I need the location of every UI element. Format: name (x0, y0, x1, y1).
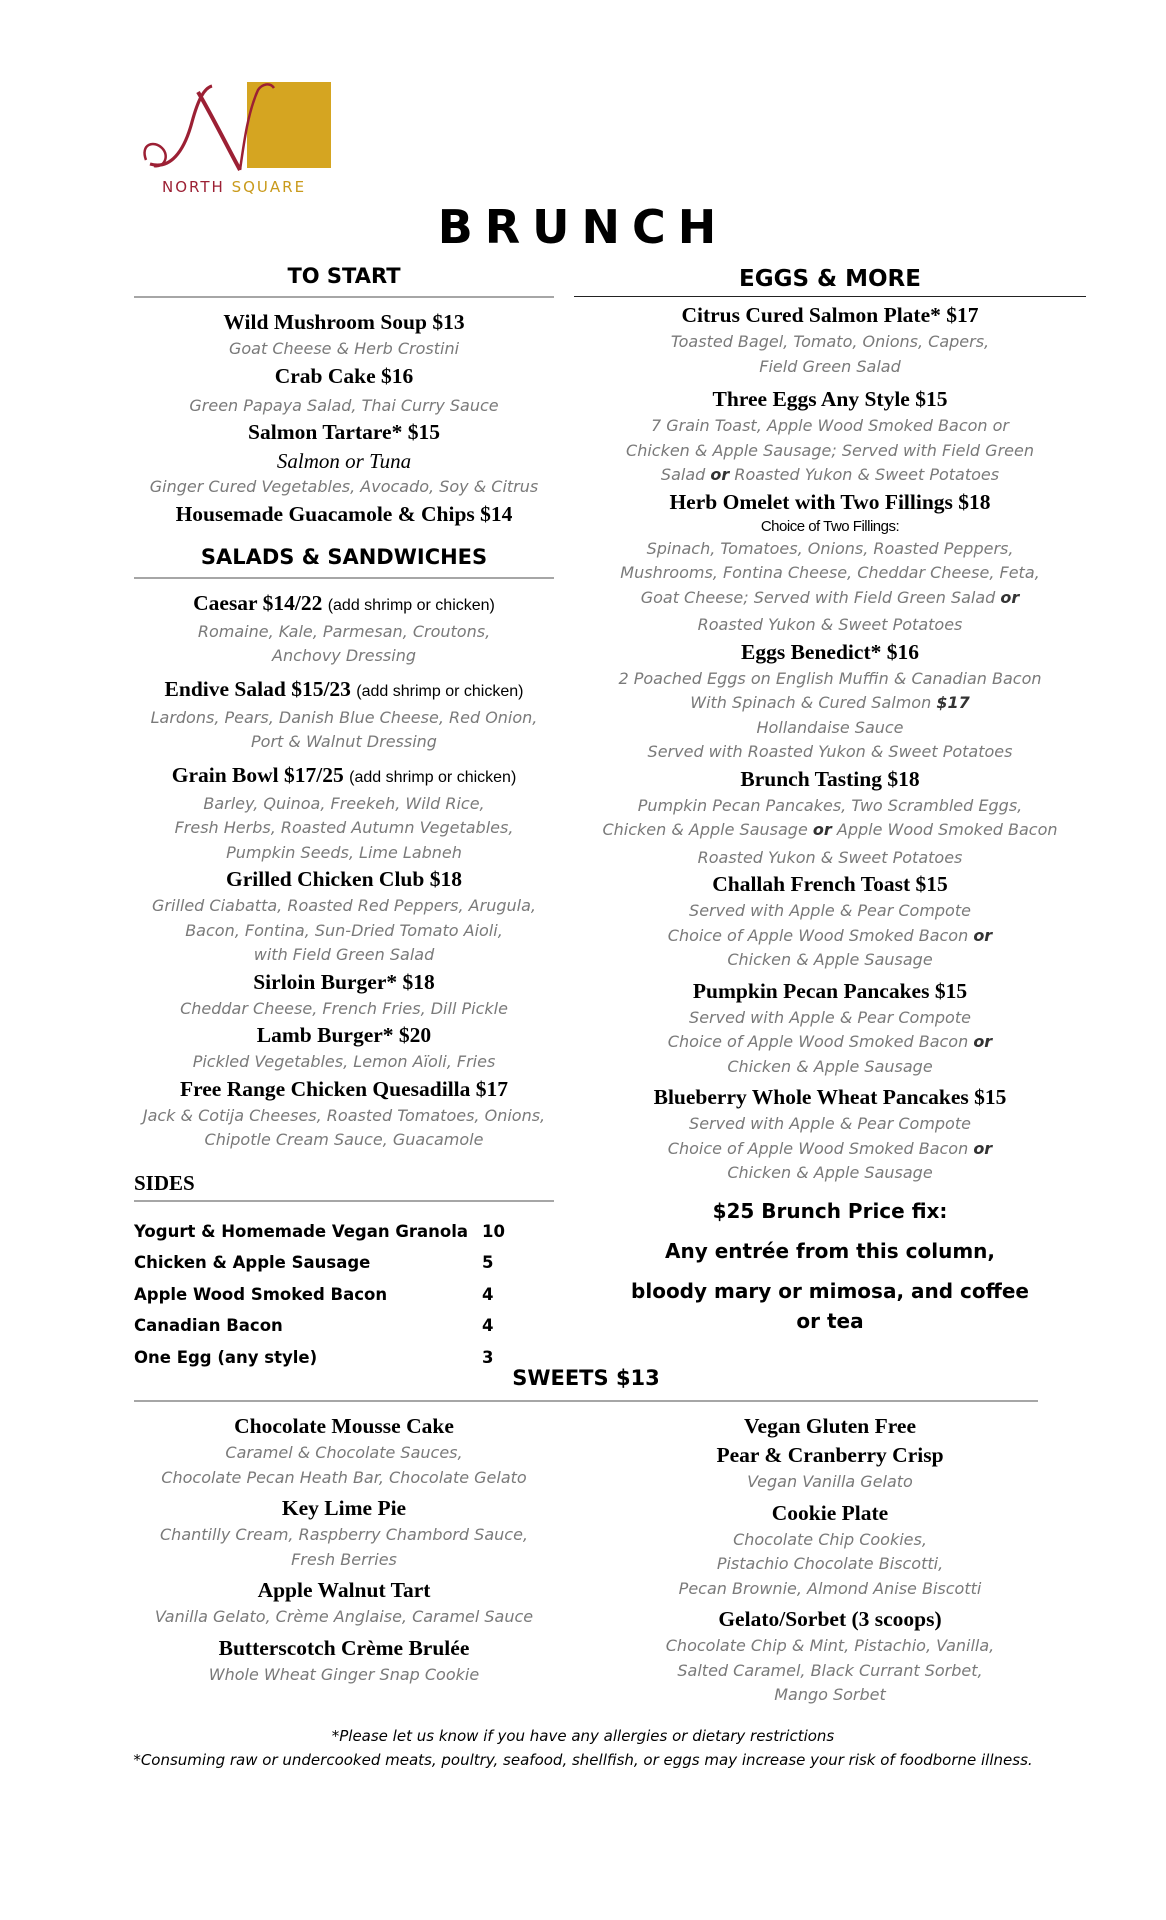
item-desc-line: Choice of Apple Wood Smoked Bacon or (667, 1138, 993, 1158)
item-desc-line: Hollandaise Sauce (756, 717, 904, 737)
item-desc-line: Fresh Herbs, Roasted Autumn Vegetables, (174, 818, 514, 837)
item-name: Key Lime Pie (281, 1496, 407, 1520)
item-desc-line: Chantilly Cream, Raspberry Chambord Sauce, (160, 1525, 528, 1544)
item-desc-line: Roasted Yukon & Sweet Potatoes (697, 847, 963, 867)
item-desc-line: With Spinach & Cured Salmon $17 (690, 693, 970, 712)
footer-disclaimer (0, 1724, 1166, 1772)
item-desc-line: Barley, Quinoa, Freekeh, Wild Rice, (203, 793, 485, 813)
item-desc-line: Chipotle Cream Sauce, Guacamole (204, 1130, 484, 1149)
item-desc-line: Served with Roasted Yukon & Sweet Potatoes (647, 742, 1013, 761)
item-desc-line: Choice of Apple Wood Smoked Bacon or (667, 925, 993, 945)
item-name-row: Endive Salad $15/23 (add shrimp or chicken) (164, 676, 524, 701)
menu-item (134, 968, 554, 1022)
item-desc-line: Chicken & Apple Sausage (727, 950, 933, 969)
brunch-price-fix (574, 1196, 1086, 1336)
menu-item (134, 418, 554, 500)
item-desc-line: with Field Green Salad (253, 945, 435, 964)
menu-item (574, 870, 1086, 973)
menu-item (134, 865, 554, 968)
item-name-row: Caesar $14/22 (add shrimp or chicken) (193, 590, 495, 615)
menu-item (134, 1494, 554, 1572)
item-desc-line: Chicken & Apple Sausage or Apple Wood Smoked Bacon (602, 820, 1058, 839)
restaurant-logo (140, 82, 340, 202)
item-desc-line: Vegan Vanilla Gelato (747, 1472, 913, 1491)
side-item: One Egg (any style) 3 (134, 1347, 494, 1367)
menu-item (134, 761, 554, 866)
item-desc-line: Fresh Berries (291, 1549, 397, 1569)
item-desc-line: Whole Wheat Ginger Snap Cookie (208, 1664, 480, 1684)
item-subtitle: Salmon or Tuna (276, 449, 412, 473)
item-name: Crab Cake $16 (274, 363, 414, 388)
item-name: Pear & Cranberry Crisp (716, 1443, 944, 1467)
side-item: Yogurt & Homemade Vegan Granola 10 (134, 1221, 505, 1241)
item-name: Pumpkin Pecan Pancakes $15 (692, 978, 968, 1003)
menu-item (134, 308, 554, 362)
item-desc-line: Pumpkin Seeds, Lime Labneh (226, 842, 462, 862)
item-name: Salmon Tartare* $15 (248, 420, 440, 444)
item-desc-line: Toasted Bagel, Tomato, Onions, Capers, (670, 332, 990, 351)
item-name: Housemade Guacamole & Chips $14 (175, 501, 513, 526)
menu-item (134, 1075, 554, 1153)
item-desc-line: Spinach, Tomatoes, Onions, Roasted Peppers, (646, 538, 1014, 558)
right-column (574, 266, 1086, 1336)
item-choice-label: Choice of Two Fillings: (760, 517, 900, 535)
menu-item (134, 1412, 554, 1490)
promo-line: bloody mary or mimosa, and coffee (631, 1278, 1029, 1303)
item-name: Blueberry Whole Wheat Pancakes $15 (653, 1085, 1007, 1109)
section-heading-sweets: SWEETS $13 (134, 1366, 1038, 1402)
item-desc-line: 7 Grain Toast, Apple Wood Smoked Bacon or (650, 416, 1009, 435)
item-name: Herb Omelet with Two Fillings $18 (669, 489, 991, 514)
item-desc-line: Chocolate Pecan Heath Bar, Chocolate Gelato (161, 1467, 527, 1487)
menu-title: BRUNCH (437, 200, 729, 254)
item-desc-line: Mango Sorbet (774, 1685, 886, 1704)
item-name: Citrus Cured Salmon Plate* $17 (681, 303, 979, 327)
item-desc-line: Jack & Cotija Cheeses, Roasted Tomatoes, Onions, (142, 1105, 546, 1125)
menu-item (134, 1021, 554, 1075)
logo-wordmark: NORTH SQUARE (162, 178, 307, 196)
side-item: Apple Wood Smoked Bacon 4 (134, 1284, 494, 1304)
item-name: Eggs Benedict* $16 (741, 639, 919, 664)
item-name: Gelato/Sorbet (3 scoops) (718, 1607, 942, 1631)
item-desc-line: Pickled Vegetables, Lemon Aïoli, Fries (192, 1052, 496, 1071)
allergy-notice: *Please let us know if you have any allergies or dietary restrictions (331, 1727, 835, 1745)
menu-item (134, 675, 554, 755)
item-desc-line: Chocolate Chip Cookies, (733, 1529, 927, 1549)
section-heading-salads: SALADS & SANDWICHES (134, 545, 554, 579)
item-desc-line: Salad or Roasted Yukon & Sweet Potatoes (660, 465, 1000, 484)
menu-item (574, 301, 1086, 379)
item-name: Three Eggs Any Style $15 (712, 387, 948, 411)
item-desc-line: 2 Poached Eggs on English Muffin & Canadian Bacon (618, 668, 1042, 688)
menu-item (134, 362, 554, 419)
item-desc-line: Served with Apple & Pear Compote (689, 901, 971, 920)
item-desc-line: Cheddar Cheese, French Fries, Dill Pickle (180, 998, 508, 1018)
item-desc-line: Chocolate Chip & Mint, Pistachio, Vanilla, (665, 1636, 995, 1655)
logo-n-monogram-icon (140, 82, 340, 182)
item-name: Wild Mushroom Soup $13 (223, 310, 465, 334)
sweets-left-column (134, 1412, 554, 1687)
item-name: Challah French Toast $15 (712, 872, 948, 896)
item-name: Free Range Chicken Quesadilla $17 (179, 1076, 509, 1101)
sides-list (134, 1216, 554, 1374)
left-column (134, 264, 554, 1373)
item-desc-line: Grilled Ciabatta, Roasted Red Peppers, Arugula, (152, 896, 536, 915)
promo-line: or tea (796, 1308, 864, 1333)
promo-line: $25 Brunch Price fix: (712, 1198, 948, 1223)
item-desc-line: Served with Apple & Pear Compote (689, 1114, 971, 1133)
item-desc-line: Chicken & Apple Sausage (727, 1056, 933, 1076)
item-name-row: Grain Bowl $17/25 (add shrimp or chicken) (171, 762, 517, 787)
menu-item (134, 1576, 554, 1630)
item-desc-line: Port & Walnut Dressing (251, 732, 437, 751)
menu-item (614, 1412, 1046, 1495)
item-name: Chocolate Mousse Cake (234, 1414, 454, 1438)
item-desc-line: Chicken & Apple Sausage (727, 1163, 933, 1182)
item-desc-line: Roasted Yukon & Sweet Potatoes (697, 615, 963, 634)
item-desc-line: Salted Caramel, Black Currant Sorbet, (677, 1660, 983, 1680)
item-name: Cookie Plate (771, 1500, 889, 1525)
item-desc-line: Lardons, Pears, Danish Blue Cheese, Red Onion, (150, 707, 538, 727)
item-desc-line: Served with Apple & Pear Compote (689, 1007, 971, 1027)
section-heading-sides: SIDES (134, 1171, 554, 1202)
item-desc-line: Bacon, Fontina, Sun-Dried Tomato Aioli, (185, 920, 503, 940)
section-heading-to-start: TO START (134, 264, 554, 298)
item-name: Butterscotch Crème Brulée (218, 1635, 470, 1660)
menu-item (134, 589, 554, 669)
item-desc-line: Pecan Brownie, Almond Anise Biscotti (678, 1578, 982, 1598)
item-desc: Green Papaya Salad, Thai Curry Sauce (189, 395, 499, 415)
item-name: Lamb Burger* $20 (256, 1023, 432, 1047)
item-desc-line: Caramel & Chocolate Sauces, (225, 1443, 463, 1462)
item-name: Vegan Gluten Free (744, 1414, 916, 1438)
item-desc-line: Choice of Apple Wood Smoked Bacon or (667, 1032, 993, 1051)
item-desc-line: Anchovy Dressing (272, 646, 416, 665)
item-name: Apple Walnut Tart (257, 1578, 431, 1602)
item-desc-line: Vanilla Gelato, Crème Anglaise, Caramel Sauce (154, 1607, 534, 1626)
menu-item (574, 385, 1086, 488)
menu-item (134, 1634, 554, 1688)
menu-item (574, 977, 1086, 1080)
item-desc: Ginger Cured Vegetables, Avocado, Soy & Citrus (149, 477, 539, 496)
item-name: Grilled Chicken Club $18 (226, 867, 462, 891)
promo-line: Any entrée from this column, (664, 1238, 996, 1263)
sweets-right-column (614, 1412, 1046, 1708)
item-desc-line: Field Green Salad (759, 356, 901, 376)
section-heading-eggs: EGGS & MORE (574, 266, 1086, 297)
item-desc-line: Romaine, Kale, Parmesan, Croutons, (197, 621, 491, 641)
side-item: Chicken & Apple Sausage 5 (134, 1253, 494, 1272)
item-desc-line: Pumpkin Pecan Pancakes, Two Scrambled Eggs, (637, 795, 1023, 815)
raw-food-warning: *Consuming raw or undercooked meats, poultry, seafood, shellfish, or eggs may increase your risk of foodborne illness. (133, 1751, 1033, 1769)
item-desc: Goat Cheese & Herb Crostini (228, 339, 460, 358)
item-desc-line: Pistachio Chocolate Biscotti, (716, 1554, 944, 1573)
item-name: Brunch Tasting $18 (740, 766, 920, 791)
item-desc-line: Goat Cheese; Served with Field Green Salad or (640, 587, 1020, 607)
menu-item (574, 638, 1086, 765)
menu-item (574, 765, 1086, 871)
menu-item (574, 1083, 1086, 1186)
item-desc-line: Chicken & Apple Sausage; Served with Field Green (626, 440, 1034, 460)
side-item: Canadian Bacon 4 (134, 1316, 494, 1335)
item-desc-line: Mushrooms, Fontina Cheese, Cheddar Cheese, Feta, (620, 563, 1040, 582)
menu-item (614, 1499, 1046, 1602)
menu-item (614, 1605, 1046, 1708)
item-name: Sirloin Burger* $18 (253, 969, 435, 994)
menu-item (574, 488, 1086, 638)
menu-item (134, 500, 554, 529)
